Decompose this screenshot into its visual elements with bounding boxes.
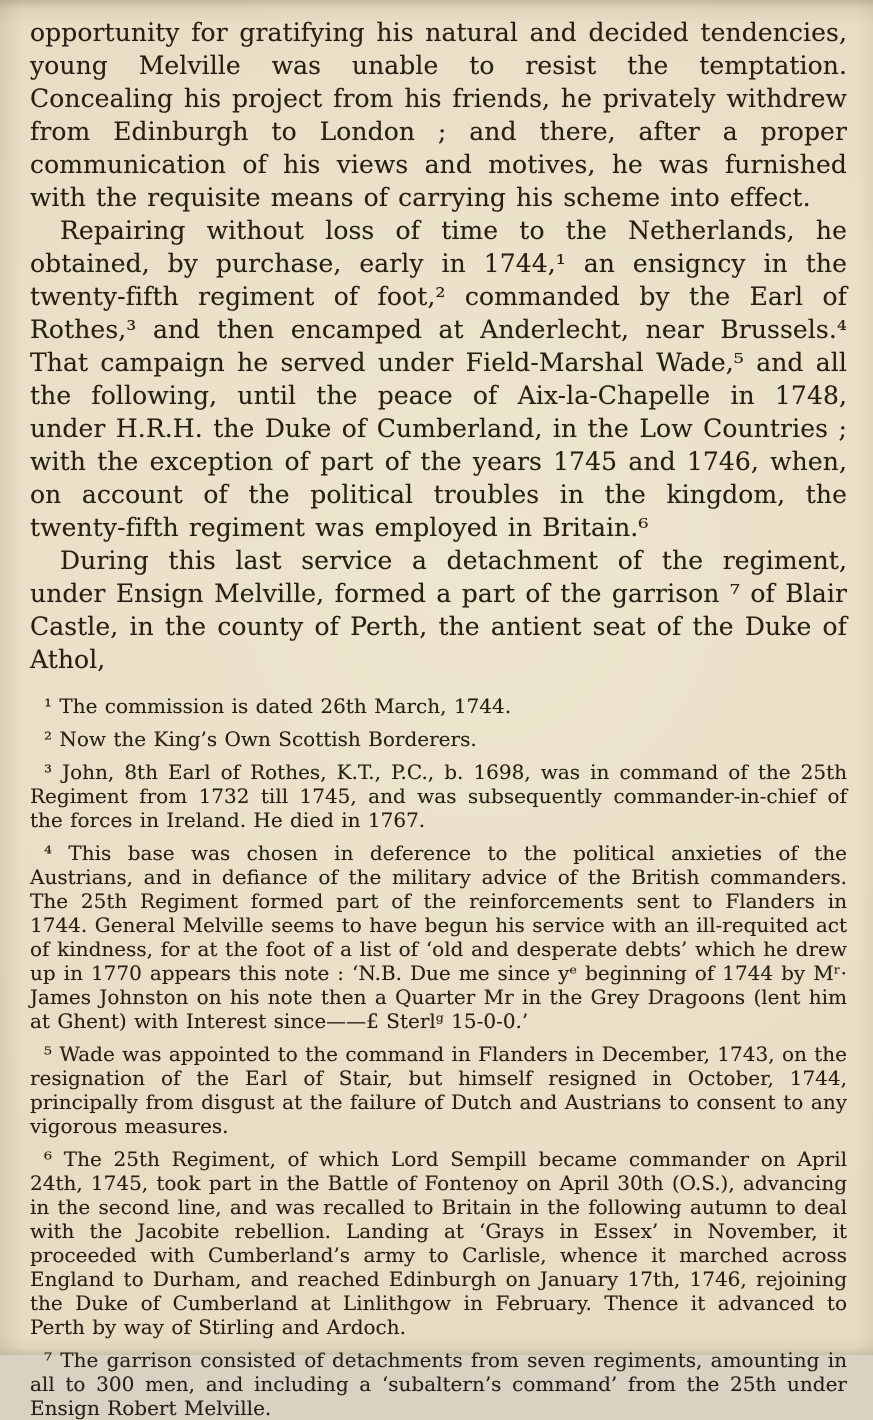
footnote-6: ⁶ The 25th Regiment, of which Lord Sempill became commander on April 24th, 1745, took part in the Battle of Fontenoy on April 30th (O.S.), advancing in the second line, and was recalled to Britain in the following autumn to deal with the Jacobite rebellion. Landing at ‘Grays in Essex’ in November, it proceeded with Cumberland’s army to Carlisle, whence it marched across England to Durham, and reached Edinburgh on January 17th, 1746, rejoining the Duke of Cumberland at Linlithgow in February. Thence it advanced to Perth by way of Stirling and Ardoch. [30,1147,847,1339]
footnote-7: ⁷ The garrison consisted of detachments from seven regiments, amounting in all to 300 men, and including a ‘subaltern’s command’ from the 25th under Ensign Robert Melville. [30,1348,847,1420]
footnote-2: ² Now the King’s Own Scottish Borderers. [44,727,477,751]
footnotes [30,694,847,1420]
footnote-4: ⁴ This base was chosen in deference to the political anxieties of the Austrians, and in defiance of the military advice of the British commanders. The 25th Regiment formed part of the reinforcements sent to Flanders in 1744. General Melville seems to have begun his service with an ill-requited act of kindness, for at the foot of a list of ‘old and desperate debts’ which he drew up in 1770 appears this note : ‘N.B. Due me since yᵉ beginning of 1744 by Mʳ· James Johnston on his note then a Quarter Mr in the Grey Dragoons (lent him at Ghent) with Interest since——£ Sterlᵍ 15-0-0.’ [30,841,847,1033]
body-paragraph-3: During this last service a detachment of the regiment, under Ensign Melville, formed a part of the garrison ⁷ of Blair Castle, in the county of Perth, the antient seat of the Duke of Athol, [30,546,847,674]
footnote-1: ¹ The commission is dated 26th March, 1744. [44,694,512,718]
page-text [30,16,847,1420]
footnote-3: ³ John, 8th Earl of Rothes, K.T., P.C., b. 1698, was in command of the 25th Regiment from 1732 till 1745, and was subsequently commander-in-chief of the forces in Ireland. He died in 1767. [30,760,847,832]
body-paragraph-2: Repairing without loss of time to the Netherlands, he obtained, by purchase, early in 1744,¹ an ensigncy in the twenty-fifth regiment of foot,² commanded by the Earl of Rothes,³ and then encamped at Anderlecht, near Brussels.⁴ That campaign he served under Field-Marshal Wade,⁵ and all the following, until the peace of Aix-la-Chapelle in 1748, under H.R.H. the Duke of Cumberland, in the Low Countries ; with the exception of part of the years 1745 and 1746, when, on account of the political troubles in the kingdom, the twenty-fifth regiment was employed in Britain.⁶ [30,216,847,542]
body-text [30,16,847,676]
body-paragraph-1: opportunity for gratifying his natural and decided tendencies, young Melville was unable to resist the temptation. Concealing his project from his friends, he privately withdrew from Edinburgh to London ; and there, after a proper communication of his views and motives, he was furnished with the requisite means of carrying his scheme into effect. [30,18,847,212]
footnote-5: ⁵ Wade was appointed to the command in Flanders in December, 1743, on the resignation of the Earl of Stair, but himself resigned in October, 1744, principally from disgust at the failure of Dutch and Austrians to consent to any vigorous measures. [30,1042,847,1138]
